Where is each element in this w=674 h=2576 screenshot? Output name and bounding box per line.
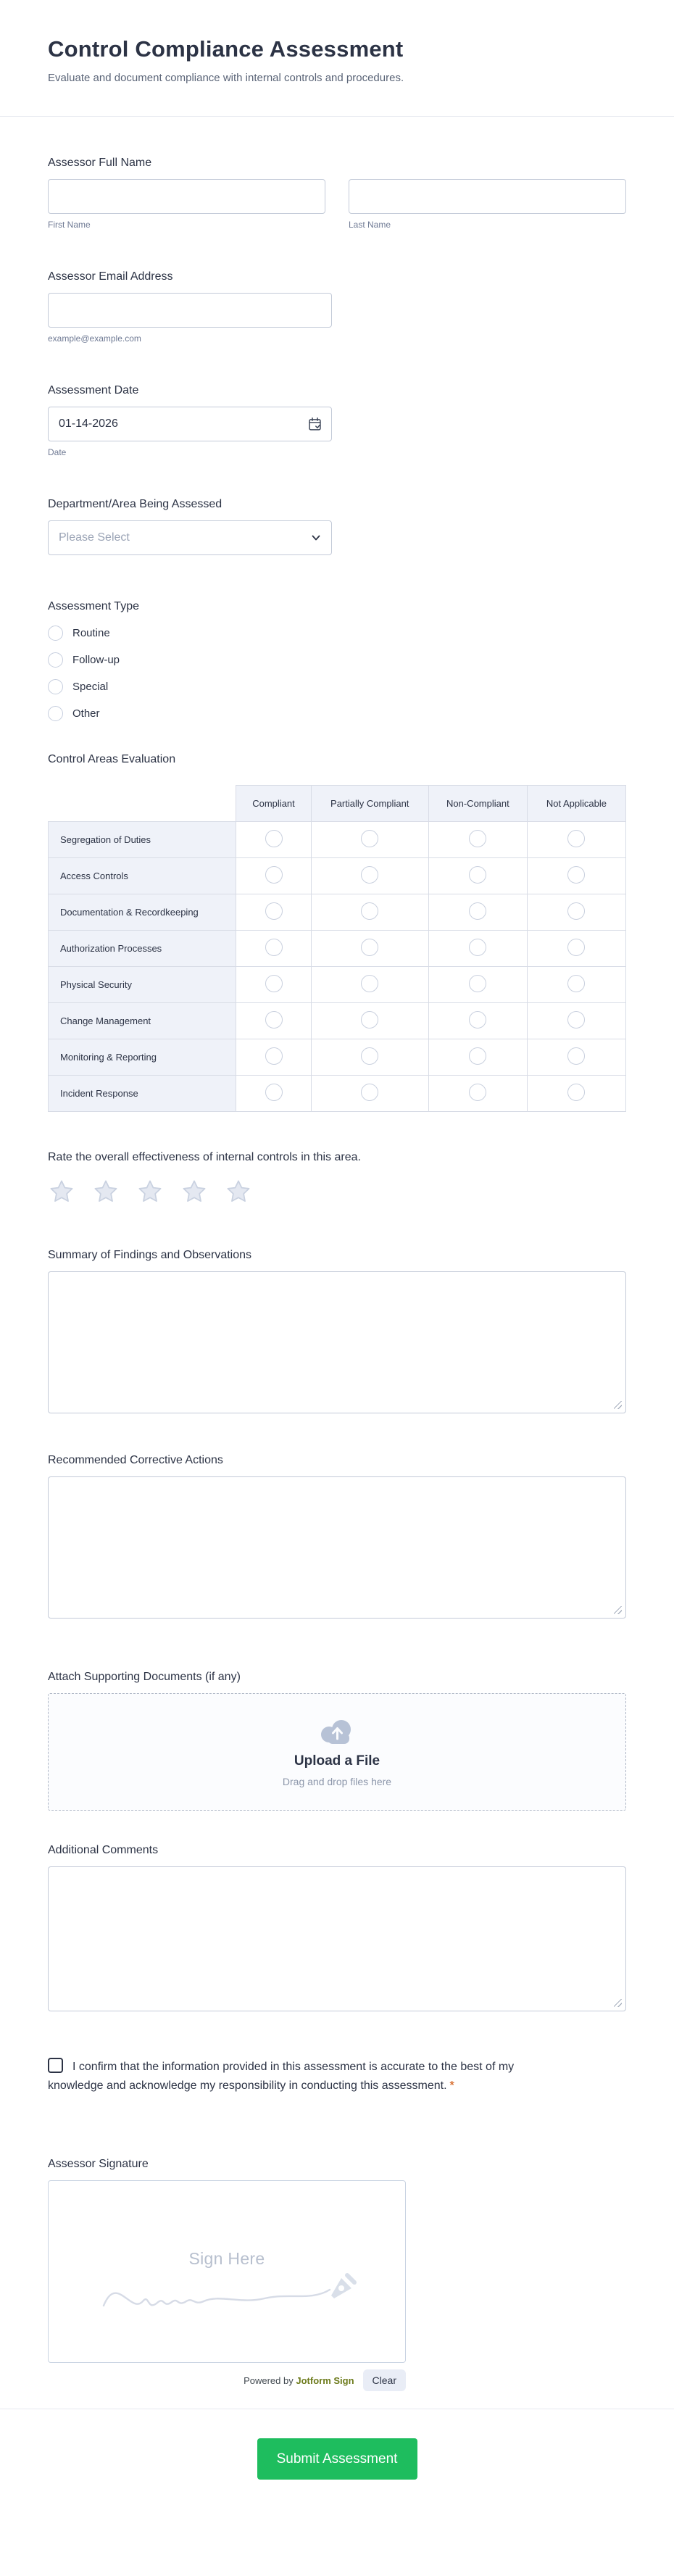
confirmation-statement xyxy=(48,2058,555,2095)
matrix-cell[interactable] xyxy=(527,1076,625,1112)
matrix-cell[interactable] xyxy=(236,1076,311,1112)
matrix-cell[interactable] xyxy=(311,822,428,858)
star-icon[interactable] xyxy=(48,1178,75,1205)
matrix-cell[interactable] xyxy=(428,1039,527,1076)
form-header xyxy=(0,0,674,84)
matrix-radio-icon[interactable] xyxy=(567,1011,585,1029)
field-assessment-type xyxy=(48,600,626,721)
matrix-cell[interactable] xyxy=(236,822,311,858)
table-col-header: Partially Compliant xyxy=(311,786,428,822)
matrix-radio-icon[interactable] xyxy=(567,1084,585,1101)
matrix-cell[interactable] xyxy=(311,858,428,894)
matrix-radio-icon[interactable] xyxy=(265,830,283,847)
matrix-radio-icon[interactable] xyxy=(567,902,585,920)
resize-grip-icon[interactable] xyxy=(614,1999,622,2007)
first-name-sublabel: First Name xyxy=(48,220,91,230)
department-placeholder: Please Select xyxy=(59,531,130,544)
control-areas-table xyxy=(48,785,626,1112)
table-body xyxy=(49,822,626,1112)
matrix-radio-icon[interactable] xyxy=(265,975,283,992)
matrix-radio-icon[interactable] xyxy=(469,939,486,956)
date-sublabel: Date xyxy=(48,447,67,457)
star-rating xyxy=(48,1178,626,1205)
powered-by-prefix: Powered by xyxy=(244,2375,294,2386)
field-signature xyxy=(48,2158,626,2391)
confirmation-text: I confirm that the information provided in this assessment is accurate to the best of my knowledge and acknowledge my responsibility in conducting this assessment. xyxy=(48,2061,515,2092)
upload-title: Upload a File xyxy=(294,1753,380,1769)
required-asterisk: * xyxy=(449,2080,454,2092)
table-corner-cell xyxy=(49,786,236,822)
table-col-header: Compliant xyxy=(236,786,311,822)
matrix-radio-icon[interactable] xyxy=(265,1084,283,1101)
matrix-radio-icon[interactable] xyxy=(265,1011,283,1029)
date-input[interactable] xyxy=(48,407,332,441)
radio-option-label: Routine xyxy=(72,627,110,639)
table-row-label: Segregation of Duties xyxy=(49,822,236,858)
corrective-actions-label: Recommended Corrective Actions xyxy=(48,1454,223,1466)
matrix-cell[interactable] xyxy=(311,931,428,967)
pen-nib-icon xyxy=(331,2275,354,2298)
table-col-header: Not Applicable xyxy=(527,786,625,822)
matrix-cell[interactable] xyxy=(236,967,311,1003)
matrix-cell[interactable] xyxy=(527,967,625,1003)
matrix-radio-icon[interactable] xyxy=(361,1011,378,1029)
radio-option-label: Follow-up xyxy=(72,654,120,666)
field-date xyxy=(48,384,626,457)
matrix-cell[interactable] xyxy=(428,931,527,967)
star-icon[interactable] xyxy=(92,1178,120,1205)
field-summary xyxy=(48,1249,626,1413)
first-name-input[interactable] xyxy=(48,179,325,214)
signature-pad[interactable] xyxy=(48,2180,406,2363)
table-row-label: Incident Response xyxy=(49,1076,236,1112)
matrix-cell[interactable] xyxy=(527,894,625,931)
table-row-label: Authorization Processes xyxy=(49,931,236,967)
last-name-input[interactable] xyxy=(349,179,626,214)
matrix-radio-icon[interactable] xyxy=(361,975,378,992)
matrix-radio-icon[interactable] xyxy=(361,902,378,920)
signature-squiggle-icon xyxy=(99,2261,360,2322)
matrix-cell[interactable] xyxy=(236,931,311,967)
resize-grip-icon[interactable] xyxy=(614,1401,622,1409)
matrix-cell[interactable] xyxy=(236,858,311,894)
summary-label: Summary of Findings and Observations xyxy=(48,1249,252,1261)
confirmation-checkbox[interactable] xyxy=(48,2058,63,2073)
submit-button[interactable]: Submit Assessment xyxy=(257,2438,417,2480)
matrix-radio-icon[interactable] xyxy=(265,939,283,956)
field-email xyxy=(48,270,626,344)
matrix-radio-icon[interactable] xyxy=(469,830,486,847)
matrix-radio-icon[interactable] xyxy=(567,830,585,847)
matrix-radio-icon[interactable] xyxy=(567,975,585,992)
table-row xyxy=(49,1003,626,1039)
assessment-type-label: Assessment Type xyxy=(48,600,139,612)
resize-grip-icon[interactable] xyxy=(614,1606,622,1614)
clear-signature-button[interactable]: Clear xyxy=(363,2369,406,2391)
star-icon[interactable] xyxy=(225,1178,252,1205)
matrix-radio-icon[interactable] xyxy=(361,866,378,884)
field-rating xyxy=(48,1151,626,1205)
page-subtitle: Evaluate and document compliance with internal controls and procedures. xyxy=(48,72,404,84)
matrix-cell[interactable] xyxy=(311,1039,428,1076)
table-row xyxy=(49,1076,626,1112)
table-header-row xyxy=(49,786,626,822)
assessment-type-option-1[interactable] xyxy=(48,652,626,668)
powered-by-text xyxy=(244,2375,354,2386)
file-upload-dropzone[interactable] xyxy=(48,1693,626,1811)
matrix-radio-icon[interactable] xyxy=(469,902,486,920)
radio-icon[interactable] xyxy=(48,706,63,721)
matrix-radio-icon[interactable] xyxy=(567,866,585,884)
table-row xyxy=(49,822,626,858)
matrix-cell[interactable] xyxy=(311,967,428,1003)
full-name-label: Assessor Full Name xyxy=(48,157,152,169)
field-full-name xyxy=(48,157,626,230)
email-label: Assessor Email Address xyxy=(48,270,173,283)
matrix-radio-icon[interactable] xyxy=(469,975,486,992)
matrix-cell[interactable] xyxy=(527,858,625,894)
matrix-cell[interactable] xyxy=(428,1076,527,1112)
matrix-cell[interactable] xyxy=(527,1039,625,1076)
matrix-radio-icon[interactable] xyxy=(469,866,486,884)
jotform-sign-link[interactable]: Jotform Sign xyxy=(296,2375,354,2386)
matrix-radio-icon[interactable] xyxy=(567,939,585,956)
sign-here-placeholder: Sign Here xyxy=(188,2249,265,2268)
radio-icon[interactable] xyxy=(48,626,63,641)
cloud-upload-icon xyxy=(318,1717,356,1745)
matrix-radio-icon[interactable] xyxy=(361,830,378,847)
additional-comments-label: Additional Comments xyxy=(48,1844,159,1856)
field-additional-comments xyxy=(48,1844,626,2011)
assessment-type-option-0[interactable] xyxy=(48,626,626,641)
email-field[interactable] xyxy=(48,293,332,328)
radio-option-label: Other xyxy=(72,707,100,720)
matrix-radio-icon[interactable] xyxy=(361,939,378,956)
matrix-radio-icon[interactable] xyxy=(469,1084,486,1101)
matrix-cell[interactable] xyxy=(236,1003,311,1039)
signature-footer xyxy=(48,2369,406,2391)
page-title: Control Compliance Assessment xyxy=(48,36,404,62)
table-row-label: Documentation & Recordkeeping xyxy=(49,894,236,931)
table-row xyxy=(49,967,626,1003)
chevron-down-icon xyxy=(311,533,321,543)
corrective-actions-textarea[interactable] xyxy=(48,1476,626,1619)
matrix-cell[interactable] xyxy=(236,1039,311,1076)
matrix-cell[interactable] xyxy=(428,967,527,1003)
star-icon[interactable] xyxy=(180,1178,208,1205)
date-label: Assessment Date xyxy=(48,384,139,396)
assessment-type-options xyxy=(48,626,626,721)
table-row xyxy=(49,931,626,967)
matrix-cell[interactable] xyxy=(236,894,311,931)
matrix-cell[interactable] xyxy=(527,822,625,858)
matrix-cell[interactable] xyxy=(428,822,527,858)
star-icon[interactable] xyxy=(136,1178,164,1205)
matrix-cell[interactable] xyxy=(428,894,527,931)
table-row xyxy=(49,1039,626,1076)
email-sublabel: example@example.com xyxy=(48,333,141,344)
field-department xyxy=(48,498,626,555)
assessment-type-option-2[interactable] xyxy=(48,679,626,694)
assessment-type-option-3[interactable] xyxy=(48,706,626,721)
table-row-label: Physical Security xyxy=(49,967,236,1003)
field-corrective-actions xyxy=(48,1454,626,1619)
matrix-radio-icon[interactable] xyxy=(361,1047,378,1065)
signature-label: Assessor Signature xyxy=(48,2158,149,2170)
matrix-cell[interactable] xyxy=(527,931,625,967)
table-col-header: Non-Compliant xyxy=(428,786,527,822)
attachments-label: Attach Supporting Documents (if any) xyxy=(48,1671,241,1683)
table-row-label: Monitoring & Reporting xyxy=(49,1039,236,1076)
field-control-areas xyxy=(48,753,626,1112)
control-areas-label: Control Areas Evaluation xyxy=(48,753,176,765)
form-body xyxy=(0,117,674,2391)
matrix-radio-icon[interactable] xyxy=(265,902,283,920)
upload-hint: Drag and drop files here xyxy=(282,1775,392,1787)
matrix-radio-icon[interactable] xyxy=(469,1011,486,1029)
department-label: Department/Area Being Assessed xyxy=(48,498,222,510)
submit-section xyxy=(0,2409,674,2519)
field-attachments xyxy=(48,1671,626,1811)
last-name-sublabel: Last Name xyxy=(349,220,391,230)
matrix-radio-icon[interactable] xyxy=(469,1047,486,1065)
matrix-cell[interactable] xyxy=(311,1003,428,1039)
matrix-radio-icon[interactable] xyxy=(361,1084,378,1101)
table-row-label: Access Controls xyxy=(49,858,236,894)
radio-option-label: Special xyxy=(72,681,109,693)
table-row xyxy=(49,894,626,931)
calendar-icon[interactable] xyxy=(307,417,323,432)
matrix-cell[interactable] xyxy=(311,1076,428,1112)
matrix-cell[interactable] xyxy=(527,1003,625,1039)
matrix-cell[interactable] xyxy=(311,894,428,931)
matrix-radio-icon[interactable] xyxy=(265,866,283,884)
matrix-cell[interactable] xyxy=(428,858,527,894)
table-row xyxy=(49,858,626,894)
radio-icon[interactable] xyxy=(48,652,63,668)
matrix-radio-icon[interactable] xyxy=(567,1047,585,1065)
department-select[interactable] xyxy=(48,520,332,555)
radio-icon[interactable] xyxy=(48,679,63,694)
matrix-cell[interactable] xyxy=(428,1003,527,1039)
table-row-label: Change Management xyxy=(49,1003,236,1039)
rating-label: Rate the overall effectiveness of internal controls in this area. xyxy=(48,1151,361,1163)
additional-comments-textarea[interactable] xyxy=(48,1866,626,2011)
matrix-radio-icon[interactable] xyxy=(265,1047,283,1065)
summary-textarea[interactable] xyxy=(48,1271,626,1413)
